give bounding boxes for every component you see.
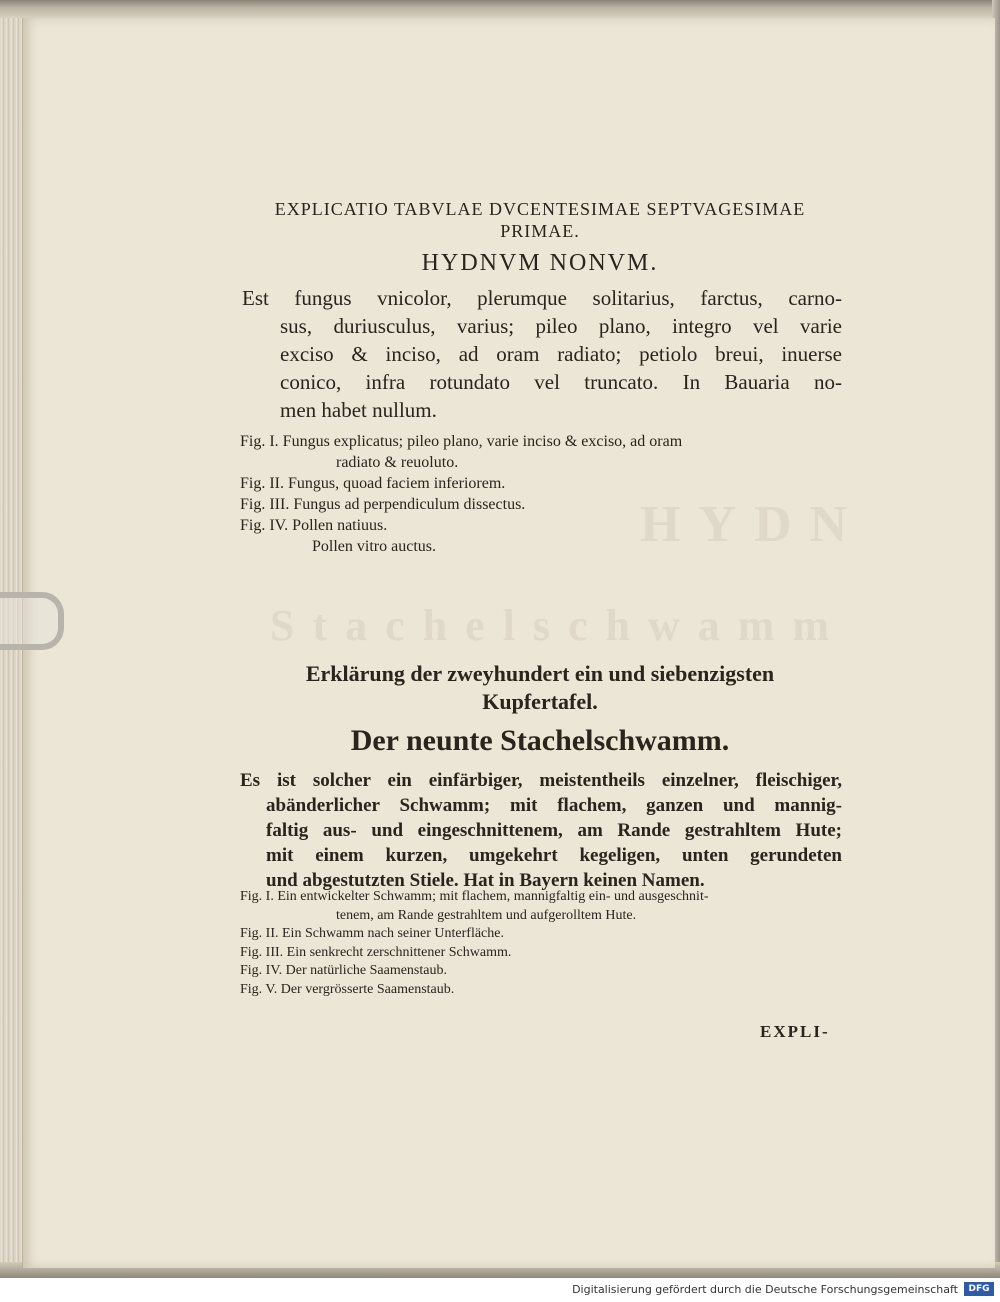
figure-label: Fig. V. <box>240 981 278 997</box>
latin-subtitle: HYDNVM NONVM. <box>421 250 659 276</box>
figure-text: Fungus, quoad faciem inferiorem. <box>288 475 506 492</box>
german-figure-item <box>240 981 850 1000</box>
book-top-edge <box>0 0 1000 18</box>
latin-title-line1: EXPLICATIO TABVLAE DVCENTESIMAE SEPTVAGESIMAE <box>274 199 806 219</box>
german-body-line: abänderlicher Schwamm; mit flachem, ganzen und mannig- <box>266 795 842 816</box>
figure-text: Ein Schwamm nach seiner Unterfläche. <box>282 926 504 941</box>
latin-figure-item <box>240 494 850 515</box>
dfg-logo-icon: DFG <box>964 1282 994 1296</box>
german-body-line: und abgestutzten Stiele. Hat in Bayern keinen Namen. <box>266 870 705 891</box>
latin-description <box>242 284 842 424</box>
latin-title-line2: PRIMAE. <box>500 221 580 241</box>
german-subtitle: Der neunte Stachelschwamm. <box>350 724 730 757</box>
footer-bar <box>0 1278 1000 1302</box>
figure-text: Ein senkrecht zerschnittener Schwamm. <box>286 944 512 960</box>
german-title-line1: Erklärung der zweyhundert ein und siebenzigsten <box>305 661 775 686</box>
figure-text: Der vergrösserte Saamenstaub. <box>280 981 455 997</box>
footer-credit: Digitalisierung gefördert durch die Deutsche Forschungsgemeinschaft <box>572 1283 958 1296</box>
latin-body-line: Est fungus vnicolor, plerumque solitarius, farctus, carno- <box>242 286 842 310</box>
latin-figure-item <box>240 536 850 557</box>
show-through-text: HYDN <box>640 496 866 553</box>
latin-body-line: exciso & inciso, ad oram radiato; petiolo breui, inuerse <box>280 342 842 366</box>
figure-label: Fig. IV. <box>240 963 283 978</box>
german-figure-item <box>240 944 850 963</box>
german-figure-list <box>240 888 850 999</box>
figure-text: Pollen vitro auctus. <box>312 538 436 555</box>
german-body-line: mit einem kurzen, umgekehrt kegeligen, unten gerundeten <box>266 845 842 866</box>
latin-figure-item <box>240 473 850 494</box>
german-figure-item <box>240 907 850 926</box>
german-figure-item <box>240 962 850 981</box>
figure-text: Pollen natiuus. <box>292 517 388 534</box>
german-figure-item <box>240 888 850 907</box>
figure-label: Fig. II. <box>240 926 279 941</box>
german-description <box>240 768 842 893</box>
german-body-line: Es ist solcher ein einfärbiger, meistentheils einzelner, fleischiger, <box>240 770 842 791</box>
german-body-line: faltig aus- und eingeschnittenem, am Rande gestrahltem Hute; <box>266 820 842 841</box>
figure-label: Fig. II. <box>240 475 284 492</box>
german-title-line2: Kupfertafel. <box>482 689 598 714</box>
german-title <box>200 660 880 716</box>
catchword: EXPLI- <box>760 1022 830 1041</box>
latin-body-line: sus, duriusculus, varius; pileo plano, integro vel varie <box>280 314 842 338</box>
figure-label: Fig. IV. <box>240 517 289 534</box>
latin-figure-item <box>240 431 850 452</box>
figure-text: tenem, am Rande gestrahltem und aufgerolltem Hute. <box>336 907 637 923</box>
page-clip <box>0 592 64 650</box>
figure-label: Fig. I. <box>240 433 279 450</box>
figure-text: Fungus explicatus; pileo plano, varie inciso & exciso, ad oram <box>282 433 683 450</box>
latin-body-line: men habet nullum. <box>280 398 437 422</box>
show-through-text-2: Stachelschwamm <box>270 601 848 650</box>
figure-label: Fig. I. <box>240 889 274 904</box>
latin-figure-item <box>240 515 850 536</box>
latin-figure-item <box>240 452 850 473</box>
latin-title <box>200 198 880 242</box>
figure-text: Der natürliche Saamenstaub. <box>285 963 447 978</box>
german-figure-item <box>240 925 850 944</box>
figure-label: Fig. III. <box>240 944 284 960</box>
figure-text: radiato & reuoluto. <box>336 454 459 471</box>
figure-text: Fungus ad perpendiculum dissectus. <box>293 496 526 513</box>
figure-text: Ein entwickelter Schwamm; mit flachem, mannigfaltig ein- und ausgeschnit- <box>277 889 709 904</box>
latin-body-line: conico, infra rotundato vel truncato. In Bauaria no- <box>280 370 842 394</box>
latin-figure-list <box>240 431 850 557</box>
figure-label: Fig. III. <box>240 496 290 513</box>
